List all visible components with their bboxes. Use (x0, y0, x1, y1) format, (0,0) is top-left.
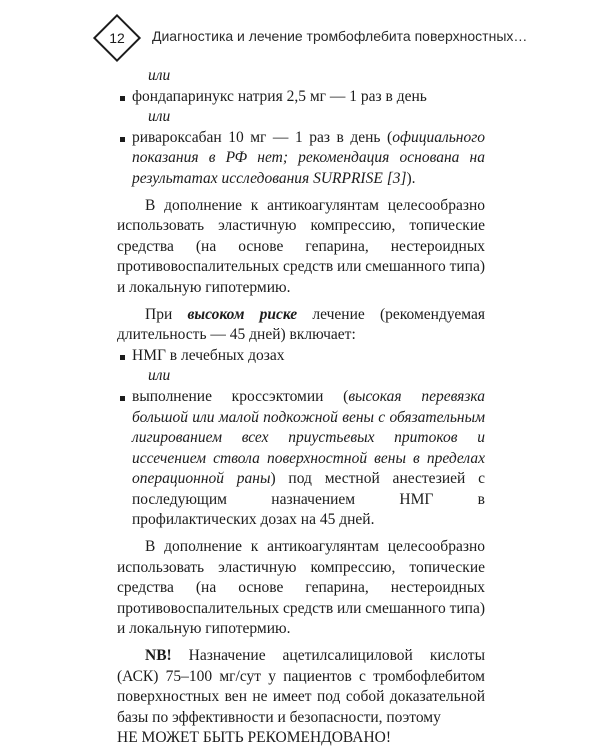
nb-label: NB! (145, 647, 172, 665)
paragraph-additional-measures: В дополнение к антикоагулянтам целесообразно использовать эластичную компрессию, топические средства (на основе гепарина, нестероидных противовоспалительных средств или смешанного типа) и локальную гипотермию. (117, 196, 485, 296)
page-number: 12 (109, 30, 125, 46)
or-connector: или (148, 108, 171, 126)
crossectomy-note: высокая перевязка большой или малой подкожной вены с обязательным лигированием всех приустьевых притоков и иссечением ствола поверхностной вены в пределах операционной раны (132, 387, 485, 488)
or-connector: или (148, 67, 171, 84)
page-body (117, 66, 485, 749)
high-risk-emphasis: высоком риске (187, 305, 298, 323)
list-item-fondaparinux: фондапаринукс натрия 2,5 мг — 1 раз в день (117, 87, 485, 108)
paragraph-nb-warning (117, 646, 485, 728)
high-risk-prefix: При (145, 305, 188, 323)
high-risk-text: лечение (рекомендуемая длительность — 45 дней) включает: (117, 305, 485, 344)
list-item-crossectomy (117, 387, 485, 531)
nb-text: Назначение ацетилсалициловой кислоты (АСК) 75–100 мг/сут у пациентов с тромбофлебитом поверхностных вен не имеет под собой доказательной базы по эффективности и безопасности, поэтому (117, 647, 485, 726)
crossectomy-end: ) под местной анестезией с последующим назначением НМГ в профилактических дозах на 45 дней. (132, 470, 485, 529)
running-title: Диагностика и лечение тромбофлебита поверхностных… (152, 28, 528, 44)
nb-caps-warning: НЕ МОЖЕТ БЫТЬ РЕКОМЕНДОВАНО! (117, 729, 392, 747)
paragraph-high-risk (117, 305, 485, 346)
paragraph-additional-measures-2: В дополнение к антикоагулянтам целесообразно использовать эластичную компрессию, топические средства (на основе гепарина, нестероидных противовоспалительных средств или смешанного типа) и локальную гипотермию. (117, 538, 485, 638)
crossectomy-text: выполнение кроссэктомии ( (132, 387, 349, 405)
or-connector: или (148, 367, 171, 385)
list-item-rivaroxaban (117, 128, 485, 190)
rivaroxaban-end: ). (406, 169, 416, 187)
list-item-nmg: НМГ в лечебных дозах (117, 346, 485, 367)
rivaroxaban-text: ривароксабан 10 мг — 1 раз в день ( (132, 128, 393, 146)
page-header (0, 0, 600, 70)
rivaroxaban-note: официального показания в РФ нет; рекомендация основана на результатах исследования SURPRISE [3] (132, 128, 485, 187)
